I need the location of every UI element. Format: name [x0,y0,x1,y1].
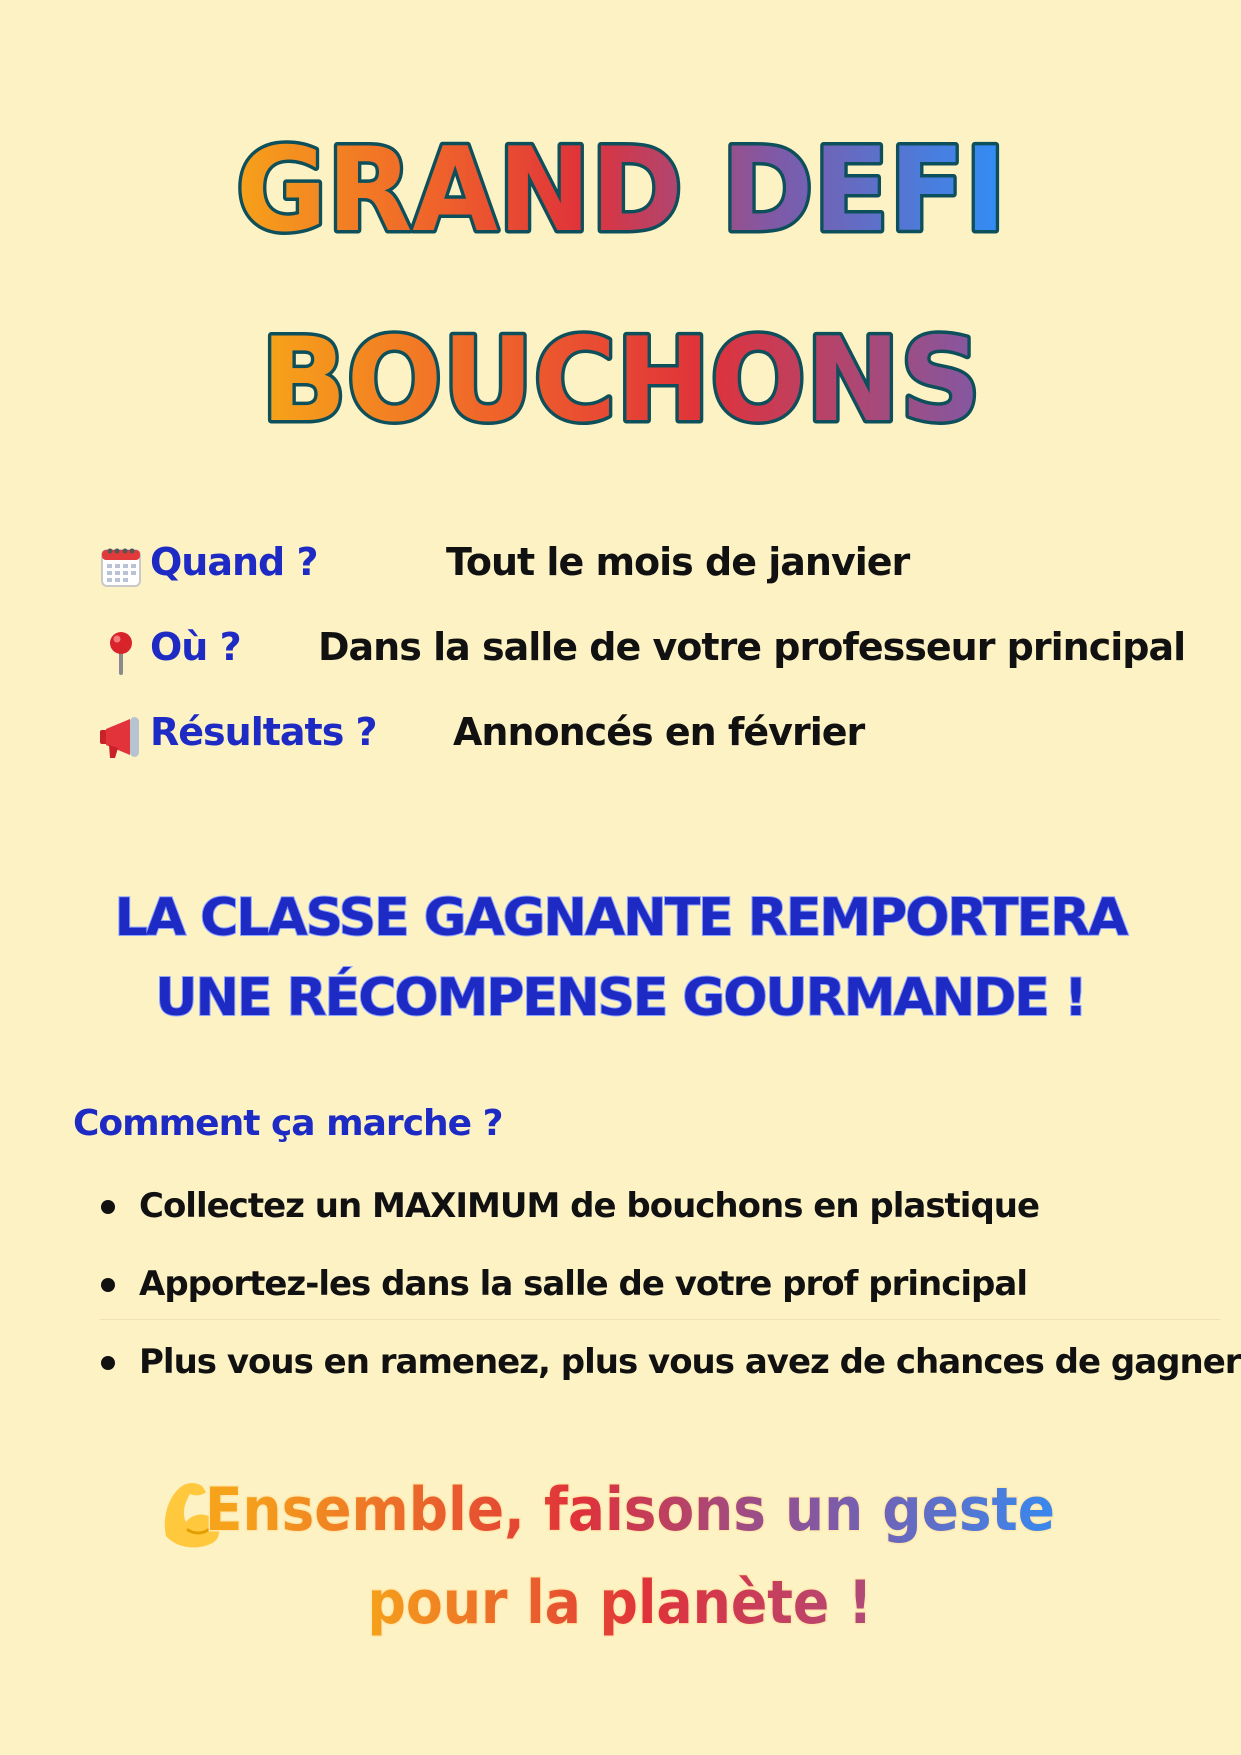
steps-list [95,1180,1241,1414]
pin-icon [98,629,144,675]
info-value-results: Annoncés en février [453,710,865,754]
slogan-line-1: Ensemble, faisons un geste [205,1475,1055,1545]
info-value-where: Dans la salle de votre professeur principal [318,625,1186,669]
info-row-when [0,536,1241,596]
info-label-results: Résultats ? [150,710,377,754]
bullet-icon [101,1200,115,1214]
step-text: Plus vous en ramenez, plus vous avez de chances de gagner [139,1342,1241,1382]
list-item [95,1258,1241,1336]
info-value-when: Tout le mois de janvier [446,540,910,584]
info-row-results [0,706,1241,766]
prize-line-2: UNE RÉCOMPENSE GOURMANDE ! [155,968,1086,1028]
info-row-where [0,621,1241,681]
prize-announcement [0,878,1241,1038]
title-line-2: BOUCHONS [261,313,981,448]
list-item [95,1180,1241,1258]
bullet-icon [101,1278,115,1292]
bullet-icon [101,1356,115,1370]
divider [100,1319,1220,1320]
info-label-where: Où ? [150,625,241,669]
list-item [95,1336,1241,1414]
title-banner [0,0,1241,460]
step-text: Collectez un MAXIMUM de bouchons en plastique [139,1186,1040,1226]
slogan [0,1440,1241,1660]
info-label-when: Quand ? [150,540,318,584]
calendar-icon [98,544,144,590]
slogan-line-2: pour la planète ! [367,1568,873,1638]
megaphone-icon [98,714,144,760]
how-it-works-title: Comment ça marche ? [73,1103,503,1144]
title-line-1: GRAND DEFI [236,123,1006,258]
step-text: Apportez-les dans la salle de votre prof principal [139,1264,1027,1304]
prize-line-1: LA CLASSE GAGNANTE REMPORTERA [114,888,1127,948]
